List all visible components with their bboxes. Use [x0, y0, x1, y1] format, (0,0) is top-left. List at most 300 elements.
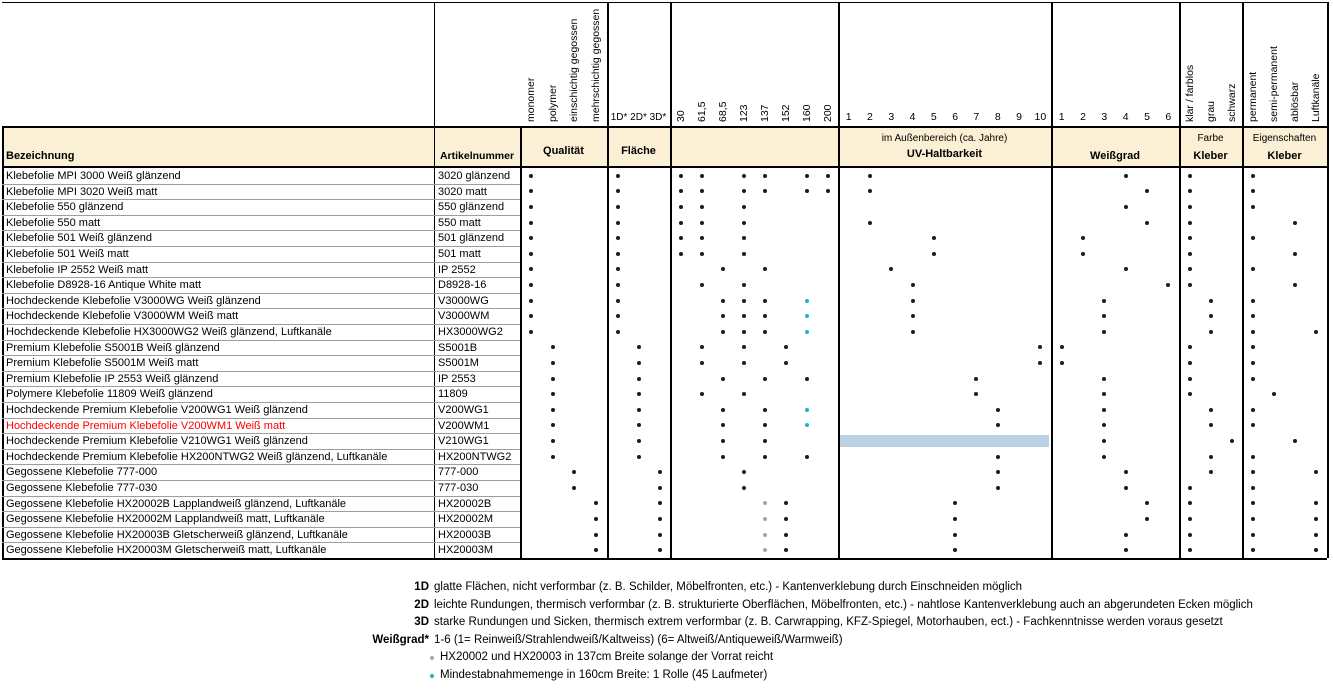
dot-breite-152 — [784, 548, 788, 552]
table-row — [0, 418, 1333, 434]
header-eigenschaften-subtitle: Eigenschaften — [1252, 133, 1317, 144]
dot-uv-haltbarkeit — [996, 486, 1000, 490]
dot-qualitaet — [551, 377, 555, 381]
artikelnummer-cell: D8928-16 — [438, 279, 487, 292]
table-border-top — [2, 2, 1327, 3]
dot-weissgrad — [1102, 299, 1106, 303]
dot-breite-123 — [742, 361, 746, 365]
dot-farbe-kleber — [1188, 189, 1192, 193]
dot-weissgrad — [1124, 548, 1128, 552]
dot-breite-30 — [679, 221, 683, 225]
product-name-cell: Klebefolie D8928-16 Antique White matt — [6, 279, 202, 292]
dot-breite-123 — [742, 189, 746, 193]
dot-qualitaet — [529, 236, 533, 240]
dot-breite-123 — [742, 486, 746, 490]
dot-farbe-kleber — [1188, 377, 1192, 381]
dot-qualitaet — [551, 392, 555, 396]
dot-breite-123 — [742, 470, 746, 474]
dot-breite-160 — [805, 377, 809, 381]
artikelnummer-cell: 777-030 — [438, 482, 479, 494]
dot-breite-123 — [742, 345, 746, 349]
dot-breite-137 — [763, 314, 767, 318]
footnote-bullet — [430, 674, 434, 678]
dot-breite-30 — [679, 189, 683, 193]
dot-farbe-kleber — [1188, 345, 1192, 349]
wg-col-label: 3 — [1101, 111, 1108, 123]
farbe-kleber-col-label: klar / farblos — [1183, 64, 1196, 122]
dot-breite-30 — [679, 236, 683, 240]
table-row — [0, 464, 1333, 480]
footnote-text: Mindestabnahmemenge in 160cm Breite: 1 Rolle (45 Laufmeter) — [440, 668, 768, 681]
dot-flaeche — [637, 361, 641, 365]
dot-flaeche — [616, 205, 620, 209]
dot-uv-haltbarkeit — [996, 423, 1000, 427]
dot-weissgrad — [1124, 174, 1128, 178]
dot-flaeche — [616, 299, 620, 303]
breite-col-label: 30 — [674, 110, 687, 122]
dot-farbe-kleber — [1188, 283, 1192, 287]
dot-uv-haltbarkeit — [868, 221, 872, 225]
dot-eigenschaft — [1293, 252, 1297, 256]
dot-eigenschaft — [1251, 361, 1255, 365]
dot-farbe-kleber — [1188, 548, 1192, 552]
dot-qualitaet — [551, 361, 555, 365]
wg-col-label: 4 — [1122, 111, 1129, 123]
dot-breite-160 — [805, 314, 809, 318]
artikelnummer-cell: IP 2552 — [438, 263, 476, 276]
dot-eigenschaft — [1251, 205, 1255, 209]
dot-farbe-kleber — [1188, 392, 1192, 396]
dot-flaeche — [616, 314, 620, 318]
uv-col-label: 5 — [930, 111, 937, 123]
uv-col-label: 6 — [952, 111, 959, 123]
dot-breite-61,5 — [700, 189, 704, 193]
dot-flaeche — [658, 501, 662, 505]
dot-breite-137 — [763, 174, 767, 178]
uv-col-label: 10 — [1034, 111, 1047, 123]
dot-qualitaet — [551, 439, 555, 443]
table-row — [0, 277, 1333, 293]
product-name-cell: Hochdeckende Premium Klebefolie V200WM1 Weiß matt — [6, 419, 286, 432]
header-bezeichnung: Bezeichnung — [6, 150, 75, 162]
dot-eigenschaft — [1251, 423, 1255, 427]
table-border-band-top — [2, 126, 1327, 128]
artikelnummer-cell: V200WG1 — [438, 404, 489, 416]
dot-qualitaet — [529, 330, 533, 334]
dot-breite-152 — [784, 501, 788, 505]
table-row — [0, 511, 1333, 527]
product-name-cell: Hochdeckende Premium Klebefolie V210WG1 Weiß glänzend — [6, 435, 308, 448]
dot-breite-137 — [763, 299, 767, 303]
dot-qualitaet — [572, 470, 576, 474]
dot-eigenschaft — [1251, 455, 1255, 459]
product-name-cell: Klebefolie IP 2552 Weiß matt — [6, 263, 149, 276]
dot-uv-haltbarkeit — [1038, 361, 1042, 365]
footnote-label: Weißgrad* — [372, 633, 429, 646]
wg-col-label: 5 — [1144, 111, 1150, 123]
dot-breite-152 — [784, 361, 788, 365]
product-name-cell: Gegossene Klebefolie 777-000 — [6, 466, 158, 479]
dot-flaeche — [658, 533, 662, 537]
dot-flaeche — [616, 221, 620, 225]
dot-eigenschaft — [1314, 517, 1318, 521]
dot-eigenschaft — [1293, 283, 1297, 287]
artikelnummer-cell: 3020 matt — [438, 185, 487, 198]
dot-qualitaet — [594, 501, 598, 505]
wg-col-label: 1 — [1058, 111, 1065, 123]
dot-breite-123 — [742, 252, 746, 256]
footnote-text: leichte Rundungen, thermisch verformbar (z. B. strukturierte Oberflächen, Möbelfronten, etc.) - nahtlose Kantenverklebung auch an abgerundeten Ecken möglich — [434, 598, 1253, 611]
product-name-cell: Hochdeckende Premium Klebefolie HX200NTWG2 Weiß glänzend, Luftkanäle — [6, 450, 388, 463]
dot-farbe-kleber — [1209, 314, 1213, 318]
dot-qualitaet — [594, 517, 598, 521]
dot-flaeche — [637, 377, 641, 381]
dot-farbe-kleber — [1188, 252, 1192, 256]
artikelnummer-cell: HX20003M — [438, 544, 494, 557]
qualitaet-col-label: einschichtig gegossen — [568, 18, 581, 122]
dot-breite-30 — [679, 205, 683, 209]
dot-eigenschaft — [1251, 501, 1255, 505]
table-row — [0, 246, 1333, 262]
artikelnummer-cell: HX20003B — [438, 528, 492, 541]
dot-qualitaet — [529, 252, 533, 256]
dot-breite-137 — [763, 330, 767, 334]
dot-eigenschaft — [1251, 377, 1255, 381]
dot-breite-152 — [784, 345, 788, 349]
dot-eigenschaft — [1293, 439, 1297, 443]
dot-uv-haltbarkeit — [974, 377, 978, 381]
dot-flaeche — [637, 439, 641, 443]
dot-qualitaet — [529, 174, 533, 178]
dot-uv-haltbarkeit — [953, 533, 957, 537]
dot-flaeche — [637, 345, 641, 349]
dot-eigenschaft — [1293, 221, 1297, 225]
dot-farbe-kleber — [1209, 408, 1213, 412]
dot-eigenschaft — [1272, 392, 1276, 396]
header-uv-title: UV-Haltbarkeit — [906, 148, 983, 160]
table-row — [0, 480, 1333, 496]
footnote-text: glatte Flächen, nicht verformbar (z. B. Schilder, Möbelfronten, etc.) - Kantenverklebung durch Einschneiden möglich — [434, 581, 1023, 593]
dot-weissgrad — [1102, 330, 1106, 334]
dot-weissgrad — [1124, 205, 1128, 209]
qualitaet-col-label: monomer — [524, 77, 537, 122]
dot-weissgrad — [1124, 470, 1128, 474]
table-row — [0, 308, 1333, 324]
dot-qualitaet — [529, 299, 533, 303]
artikelnummer-cell: S5001B — [438, 341, 478, 354]
table-row — [0, 402, 1333, 418]
dot-flaeche — [658, 486, 662, 490]
footnote-text: HX20002 und HX20003 in 137cm Breite solange der Vorrat reicht — [440, 651, 774, 663]
eigenschaften-kleber-col-label: ablösbar — [1289, 81, 1302, 122]
dot-uv-haltbarkeit — [868, 174, 872, 178]
farbe-kleber-col-label: grau — [1204, 100, 1217, 122]
product-name-cell: Klebefolie MPI 3020 Weiß matt — [6, 185, 158, 198]
dot-eigenschaft — [1251, 174, 1255, 178]
dot-weissgrad — [1102, 455, 1106, 459]
dot-weissgrad — [1081, 252, 1085, 256]
dot-breite-61,5 — [700, 221, 704, 225]
dot-uv-haltbarkeit — [974, 392, 978, 396]
footnote-text: 1-6 (1= Reinweiß/Strahlendweiß/Kaltweiss) (6= Altweiß/Antiqueweiß/Warmweiß) — [434, 633, 843, 646]
dot-qualitaet — [551, 455, 555, 459]
dot-weissgrad — [1102, 408, 1106, 412]
artikelnummer-cell: V3000WM — [438, 310, 490, 323]
dot-breite-30 — [679, 174, 683, 178]
dot-flaeche — [616, 330, 620, 334]
dot-breite-160 — [805, 189, 809, 193]
dot-eigenschaft — [1314, 533, 1318, 537]
dot-eigenschaft — [1251, 299, 1255, 303]
artikelnummer-cell: 501 glänzend — [438, 232, 505, 245]
dot-breite-68,5 — [721, 377, 725, 381]
dot-weissgrad — [1124, 486, 1128, 490]
dot-breite-123 — [742, 299, 746, 303]
breite-col-label: 160 — [800, 104, 813, 122]
dot-farbe-kleber — [1188, 517, 1192, 521]
uv-col-label: 3 — [888, 111, 895, 123]
dot-breite-137 — [763, 548, 767, 552]
dot-weissgrad — [1102, 314, 1106, 318]
dot-qualitaet — [551, 408, 555, 412]
dot-eigenschaft — [1251, 189, 1255, 193]
dot-flaeche — [658, 517, 662, 521]
table-row — [0, 262, 1333, 278]
dot-breite-123 — [742, 221, 746, 225]
dot-eigenschaft — [1251, 314, 1255, 318]
dot-uv-haltbarkeit — [996, 408, 1000, 412]
eigenschaften-kleber-col-label: Luftkanäle — [1310, 73, 1323, 122]
header-artikelnummer: Artikelnummer — [439, 150, 515, 162]
product-name-cell: Gegossene Klebefolie 777-030 — [6, 482, 158, 494]
dot-breite-123 — [742, 174, 746, 178]
dot-breite-68,5 — [721, 299, 725, 303]
dot-weissgrad — [1102, 439, 1106, 443]
dot-breite-137 — [763, 377, 767, 381]
uv-col-label: 7 — [973, 111, 980, 123]
dot-flaeche — [616, 174, 620, 178]
header-farbe-subtitle: Farbe — [1197, 133, 1224, 144]
product-name-cell: Klebefolie 501 Weiß matt — [6, 248, 129, 260]
dot-breite-61,5 — [700, 345, 704, 349]
dot-breite-68,5 — [721, 408, 725, 412]
dot-breite-137 — [763, 455, 767, 459]
artikelnummer-cell: 777-000 — [438, 466, 479, 479]
wg-col-label: 6 — [1165, 111, 1172, 123]
product-name-cell: Gegossene Klebefolie HX20003M Gletscherweiß matt, Luftkanäle — [6, 544, 327, 557]
table-row — [0, 371, 1333, 387]
dot-weissgrad — [1145, 517, 1149, 521]
dot-breite-68,5 — [721, 423, 725, 427]
dot-breite-160 — [805, 408, 809, 412]
dot-weissgrad — [1060, 345, 1064, 349]
dot-farbe-kleber — [1188, 361, 1192, 365]
artikelnummer-cell: 550 matt — [438, 216, 481, 229]
dot-breite-123 — [742, 205, 746, 209]
product-name-cell: Klebefolie 550 matt — [6, 216, 101, 229]
dot-eigenschaft — [1251, 236, 1255, 240]
product-name-cell: Hochdeckende Klebefolie V3000WM Weiß matt — [6, 310, 239, 323]
artikelnummer-cell: 501 matt — [438, 248, 481, 260]
dot-breite-123 — [742, 392, 746, 396]
artikelnummer-cell: S5001M — [438, 357, 479, 370]
dot-qualitaet — [529, 314, 533, 318]
dot-breite-160 — [805, 330, 809, 334]
header-weissgrad: Weißgrad — [1090, 150, 1140, 162]
dot-weissgrad — [1166, 283, 1170, 287]
dot-eigenschaft — [1251, 533, 1255, 537]
artikelnummer-cell: 550 glänzend — [438, 201, 505, 214]
dot-qualitaet — [529, 205, 533, 209]
artikelnummer-cell: V200WM1 — [438, 419, 490, 432]
dot-eigenschaft — [1251, 408, 1255, 412]
dot-flaeche — [658, 470, 662, 474]
dot-breite-137 — [763, 408, 767, 412]
dot-breite-61,5 — [700, 283, 704, 287]
uv-col-label: 2 — [867, 111, 873, 123]
dot-uv-haltbarkeit — [911, 283, 915, 287]
dot-qualitaet — [594, 548, 598, 552]
table-border-bottom — [2, 558, 1327, 560]
dot-farbe-kleber — [1188, 221, 1192, 225]
dot-eigenschaft — [1251, 330, 1255, 334]
dot-uv-haltbarkeit — [953, 548, 957, 552]
table-row — [0, 496, 1333, 512]
dot-flaeche — [637, 408, 641, 412]
product-name-cell: Hochdeckende Klebefolie V3000WG Weiß glänzend — [6, 294, 261, 307]
artikelnummer-cell: HX20002M — [438, 513, 494, 526]
product-name-cell: Hochdeckende Premium Klebefolie V200WG1 Weiß glänzend — [6, 404, 308, 416]
dot-uv-haltbarkeit — [953, 517, 957, 521]
header-uv-subtitle: im Außenbereich (ca. Jahre) — [881, 133, 1008, 144]
qualitaet-col-label: mehrschichtig gegossen — [590, 8, 603, 122]
artikelnummer-cell: 3020 glänzend — [438, 170, 511, 182]
dot-eigenschaft — [1251, 517, 1255, 521]
dot-weissgrad — [1124, 533, 1128, 537]
dot-flaeche — [658, 548, 662, 552]
eigenschaften-kleber-col-label: permanent — [1246, 71, 1259, 122]
dot-breite-123 — [742, 330, 746, 334]
dot-qualitaet — [551, 423, 555, 427]
product-name-cell: Klebefolie 501 Weiß glänzend — [6, 232, 152, 245]
dot-farbe-kleber — [1188, 533, 1192, 537]
dot-uv-haltbarkeit — [868, 189, 872, 193]
dot-breite-137 — [763, 423, 767, 427]
dot-weissgrad — [1102, 423, 1106, 427]
dot-eigenschaft — [1251, 470, 1255, 474]
dot-uv-haltbarkeit — [932, 252, 936, 256]
product-name-cell: Klebefolie 550 glänzend — [6, 201, 124, 214]
dot-flaeche — [616, 189, 620, 193]
dot-flaeche — [637, 455, 641, 459]
dot-breite-123 — [742, 236, 746, 240]
dot-breite-68,5 — [721, 267, 725, 271]
dot-eigenschaft — [1314, 501, 1318, 505]
table-row — [0, 199, 1333, 215]
dot-qualitaet — [594, 533, 598, 537]
dot-uv-haltbarkeit — [953, 501, 957, 505]
dot-breite-68,5 — [721, 314, 725, 318]
dot-uv-haltbarkeit — [889, 267, 893, 271]
dot-uv-haltbarkeit — [996, 470, 1000, 474]
header-qualitaet: Qualität — [543, 145, 584, 157]
dot-uv-haltbarkeit — [911, 330, 915, 334]
dot-farbe-kleber — [1188, 267, 1192, 271]
uv-col-label: 8 — [994, 111, 1001, 123]
eigenschaften-kleber-col-label: semi-permanent — [1267, 46, 1280, 122]
dot-farbe-kleber — [1209, 470, 1213, 474]
dot-breite-152 — [784, 517, 788, 521]
dot-farbe-kleber — [1209, 455, 1213, 459]
dot-uv-haltbarkeit — [932, 236, 936, 240]
dot-flaeche — [616, 267, 620, 271]
dot-eigenschaft — [1251, 486, 1255, 490]
dot-breite-200 — [826, 174, 830, 178]
dot-farbe-kleber — [1230, 439, 1234, 443]
dot-breite-160 — [805, 299, 809, 303]
table-row — [0, 340, 1333, 356]
dot-farbe-kleber — [1209, 423, 1213, 427]
table-row — [0, 184, 1333, 200]
dot-eigenschaft — [1251, 345, 1255, 349]
dot-weissgrad — [1102, 377, 1106, 381]
dot-breite-200 — [826, 189, 830, 193]
dot-flaeche — [616, 236, 620, 240]
qualitaet-col-label: polymer — [546, 84, 559, 122]
dot-farbe-kleber — [1188, 486, 1192, 490]
table-row — [0, 542, 1333, 558]
dot-weissgrad — [1124, 267, 1128, 271]
dot-flaeche — [637, 392, 641, 396]
breite-col-label: 61,5 — [695, 101, 708, 122]
breite-col-label: 137 — [758, 104, 771, 122]
dot-breite-160 — [805, 423, 809, 427]
breite-col-label: 152 — [779, 104, 792, 122]
dot-weissgrad — [1060, 361, 1064, 365]
dot-weissgrad — [1145, 501, 1149, 505]
dot-uv-haltbarkeit — [996, 455, 1000, 459]
dot-eigenschaft — [1251, 267, 1255, 271]
product-name-cell: Premium Klebefolie S5001M Weiß matt — [6, 357, 199, 370]
dot-eigenschaft — [1314, 470, 1318, 474]
artikelnummer-cell: HX200NTWG2 — [438, 450, 512, 463]
dot-qualitaet — [551, 345, 555, 349]
dot-breite-61,5 — [700, 252, 704, 256]
dot-farbe-kleber — [1209, 299, 1213, 303]
dot-eigenschaft — [1251, 548, 1255, 552]
dot-breite-137 — [763, 501, 767, 505]
flaeche-col-label-row: 1D* 2D* 3D* — [610, 112, 667, 123]
dot-farbe-kleber — [1209, 330, 1213, 334]
dot-weissgrad — [1145, 189, 1149, 193]
dot-farbe-kleber — [1188, 501, 1192, 505]
dot-breite-61,5 — [700, 392, 704, 396]
artikelnummer-cell: HX3000WG2 — [438, 326, 503, 338]
dot-breite-123 — [742, 314, 746, 318]
dot-flaeche — [616, 283, 620, 287]
table-row — [0, 324, 1333, 340]
dot-farbe-kleber — [1188, 205, 1192, 209]
breite-col-label: 123 — [737, 104, 750, 122]
product-name-cell: Gegossene Klebefolie HX20002B Lapplandweiß glänzend, Luftkanäle — [6, 497, 347, 510]
dot-qualitaet — [529, 267, 533, 271]
uv-col-label: 9 — [1016, 111, 1022, 123]
footnote-text: starke Rundungen und Sicken, thermisch extrem verformbar (z. B. Carwrapping, KFZ-Spiegel, Motorhauben, ect.) - Fachkenntnisse werden voraus gesetzt — [434, 616, 1223, 628]
dot-breite-61,5 — [700, 236, 704, 240]
product-name-cell: Premium Klebefolie IP 2553 Weiß glänzend — [6, 372, 219, 385]
table-row — [0, 449, 1333, 465]
dot-breite-61,5 — [700, 205, 704, 209]
